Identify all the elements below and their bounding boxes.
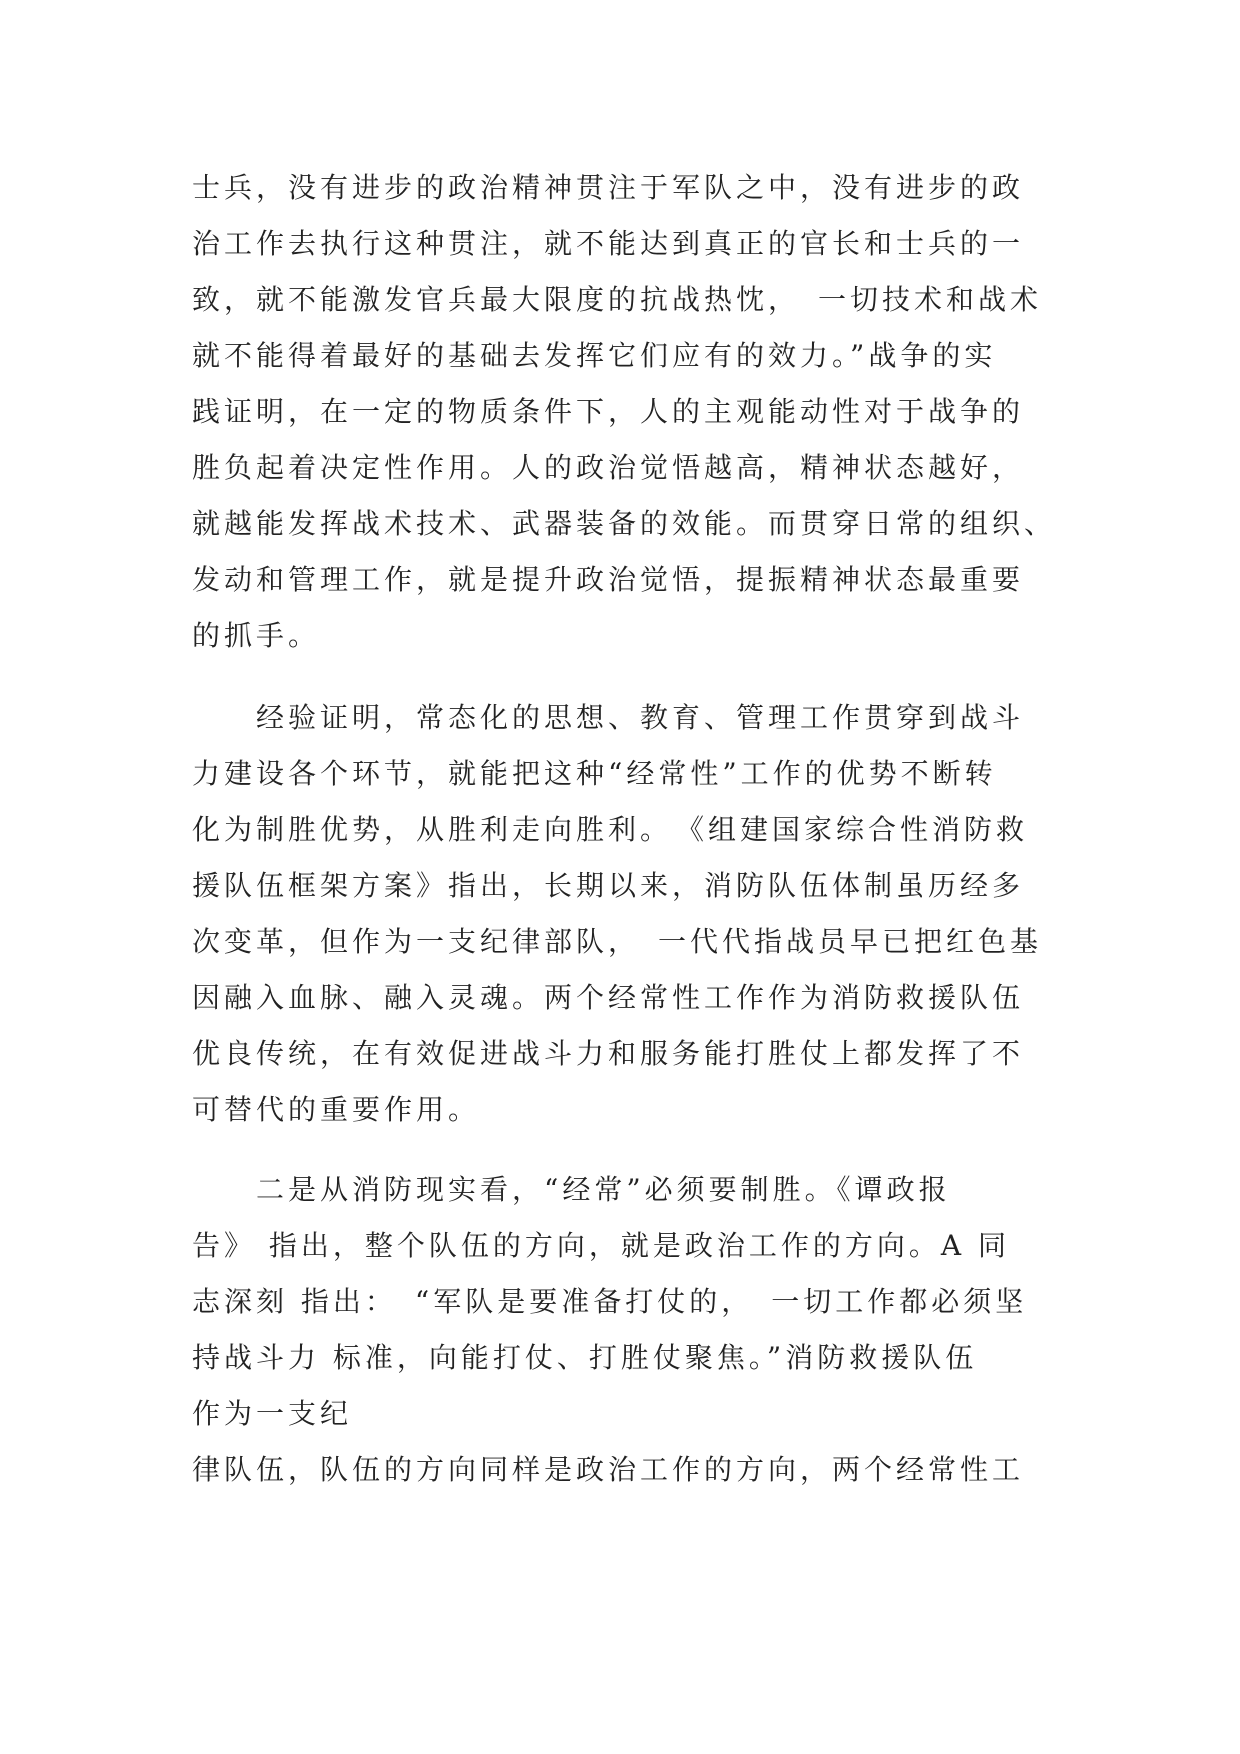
text-line: 告》 指出，整个队伍的方向，就是政治工作的方向。A 同 [192,1229,1011,1262]
paragraph-1 [192,160,1072,664]
paragraph-2 [192,690,1072,1138]
text-line: 作为一支纪 [192,1397,353,1430]
paragraph-3 [192,1162,1072,1498]
text-line: 律队伍，队伍的方向同样是政治工作的方向，两个经常性工 [192,1453,1025,1486]
text-line: 胜负起着决定性作用。人的政治觉悟越高，精神状态越好， [192,451,1025,484]
text-line: 化为制胜优势，从胜利走向胜利。 《组建国家综合性消防救 [192,813,1029,846]
text-line: 可替代的重要作用。 [192,1093,481,1126]
text-line: 持战斗力 标准，向能打仗、打胜仗聚焦。”消防救援队伍 [192,1341,978,1374]
text-line: 志深刻 指出： “军队是要准备打仗的， 一切工作都必须坚 [192,1285,1028,1318]
text-line: 就不能得着最好的基础去发挥它们应有的效力。”战争的实 [192,339,997,372]
text-line: 士兵，没有进步的政治精神贯注于军队之中，没有进步的政 [192,171,1025,204]
text-line: 践证明，在一定的物质条件下，人的主观能动性对于战争的 [192,395,1025,428]
text-line: 经验证明，常态化的思想、教育、管理工作贯穿到战斗 [192,701,1025,734]
text-line: 致，就不能激发官兵最大限度的抗战热忱， 一切技术和战术 [192,283,1043,316]
text-line: 就越能发挥战术技术、武器装备的效能。而贯穿日常的组织、 [192,507,1057,540]
text-line: 发动和管理工作，就是提升政治觉悟，提振精神状态最重要 [192,563,1025,596]
text-line: 治工作去执行这种贯注，就不能达到真正的官长和士兵的一 [192,227,1025,260]
text-line: 的抓手。 [192,619,321,652]
text-line: 力建设各个环节，就能把这种“经常性”工作的优势不断转 [192,757,997,790]
text-line: 次变革，但作为一支纪律部队， 一代代指战员早已把红色基 [192,925,1043,958]
text-line: 二是从消防现实看，“经常”必须要制胜。《谭政报 [192,1173,951,1206]
text-line: 援队伍框架方案》指出，长期以来，消防队伍体制虽历经多 [192,869,1025,902]
text-line: 优良传统，在有效促进战斗力和服务能打胜仗上都发挥了不 [192,1037,1025,1070]
text-line: 因融入血脉、融入灵魂。两个经常性工作作为消防救援队伍 [192,981,1025,1014]
